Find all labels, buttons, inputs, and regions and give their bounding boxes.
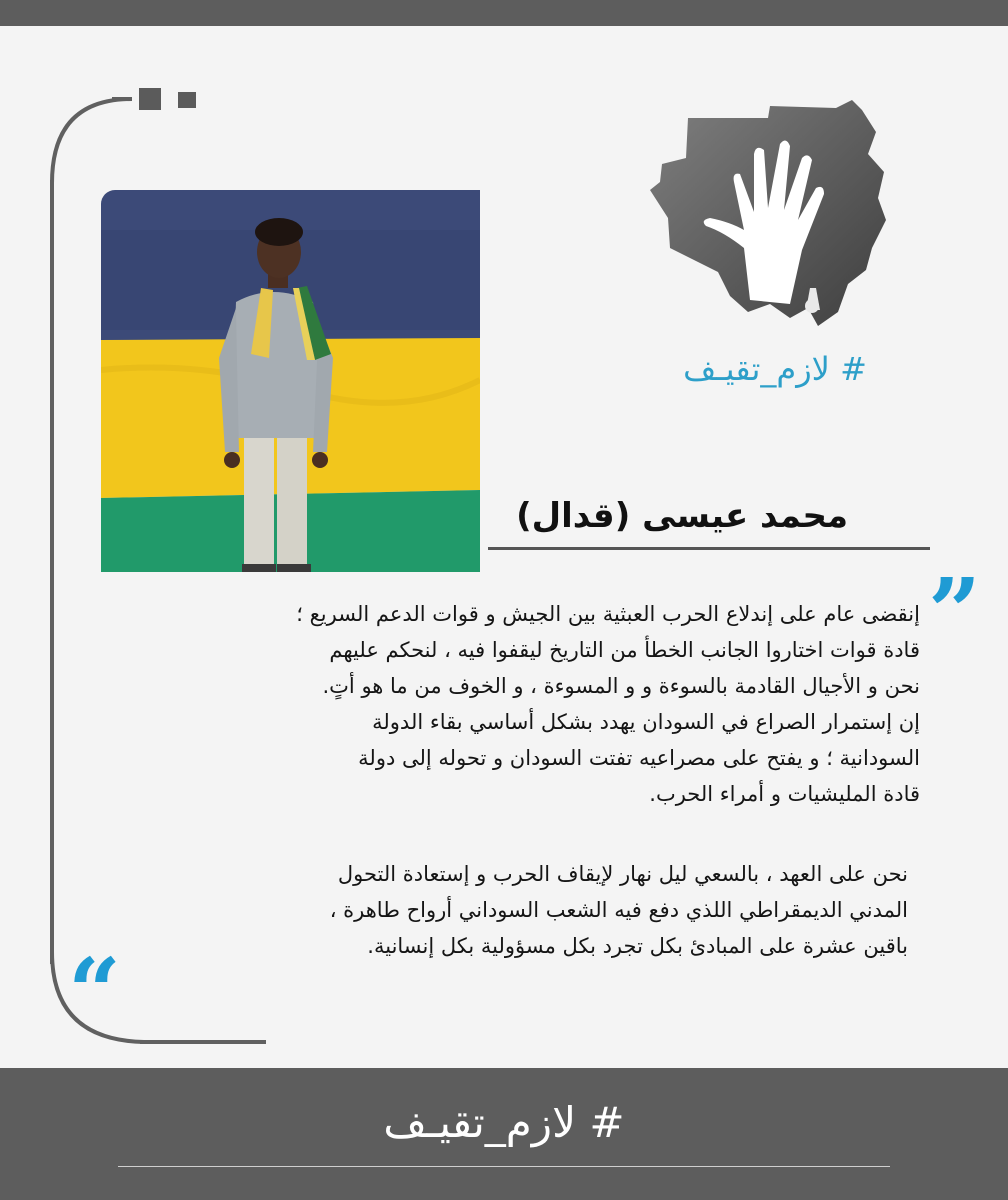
- frame-square-small: [178, 92, 196, 108]
- emblem-hashtag: # لازم_تقيـف: [683, 350, 867, 388]
- paragraph-line: نحن على العهد ، بالسعي ليل نهار لإيقاف الحرب و إستعادة التحول: [337, 862, 908, 886]
- closing-quote-icon: “: [68, 938, 121, 1046]
- paragraph-line: إن إستمرار الصراع في السودان يهدد بشكل أساسي بقاء الدولة: [372, 710, 920, 734]
- statement-paragraph-1: [296, 596, 920, 812]
- paragraph-line: إنقضى عام على إندلاع الحرب العبثية بين الجيش و قوات الدعم السريع ؛: [296, 602, 920, 626]
- top-bar: [0, 0, 1008, 26]
- frame-square-large: [139, 88, 161, 110]
- paragraph-line: المدني الديمقراطي اللذي دفع فيه الشعب السوداني أرواح طاهرة ،: [329, 898, 908, 922]
- paragraph-line: قادة قوات اختاروا الجانب الخطأ من التاريخ ليقفوا فيه ، لنحكم عليهم: [329, 638, 920, 662]
- footer-hashtag: # لازم_تقيـف: [383, 1098, 625, 1147]
- paragraph-line: باقين عشرة على المبادئ بكل تجرد بكل مسؤولية بكل إنسانية.: [367, 934, 908, 958]
- statement-paragraph-2: [330, 856, 908, 964]
- paragraph-line: قادة المليشيات و أمراء الحرب.: [649, 782, 920, 806]
- frame-bottom-line: [140, 1040, 266, 1044]
- frame-corner-curve: [48, 97, 138, 187]
- paragraph-line: السودانية ؛ و يفتح على مصراعيه تفتت السودان و تحوله إلى دولة: [358, 746, 920, 770]
- person-name: محمد عيسى (قدال): [516, 496, 848, 536]
- frame-left-line: [50, 180, 54, 964]
- emblem-sudan-map-hand-icon: [640, 98, 910, 338]
- footer-divider: [118, 1166, 890, 1167]
- paragraph-line: نحن و الأجيال القادمة بالسوءة و و المسوءة ، و الخوف من ما هو أتٍ.: [322, 674, 920, 698]
- profile-photo: [101, 190, 480, 572]
- name-underline: [488, 547, 930, 550]
- opening-quote-icon: ”: [928, 558, 981, 666]
